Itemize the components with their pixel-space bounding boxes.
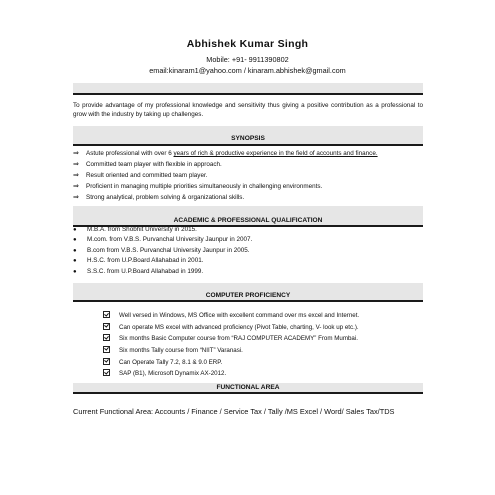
bullet-icon: ●	[73, 258, 77, 264]
synopsis-item-text: Strong analytical, problem solving & organizational skills.	[86, 194, 245, 201]
computer-item	[103, 324, 423, 332]
checkbox-icon	[103, 358, 110, 365]
computer-heading: COMPUTER PROFICIENCY	[73, 291, 423, 300]
synopsis-item	[73, 172, 423, 180]
qualification-item	[73, 226, 423, 234]
computer-item-text: Six months Basic Computer course from “RAJ COMPUTER ACADEMY” From Mumbai.	[119, 335, 358, 343]
synopsis-item-text: Result oriented and committed team player.	[86, 172, 208, 179]
synopsis-list	[73, 150, 423, 202]
computer-item	[103, 359, 423, 367]
arrow-icon: ⇒	[73, 161, 79, 168]
synopsis-item-underlined: years of rich & productive experience in the field of accounts and finance.	[173, 150, 378, 157]
qualification-item	[73, 257, 423, 265]
synopsis-item-text: Committed team player with flexible in approach.	[86, 161, 222, 168]
checkbox-icon	[103, 311, 110, 318]
computer-item	[103, 347, 423, 355]
computer-item-text: Well versed in Windows, MS Office with excellent command over ms excel and Internet.	[119, 312, 360, 320]
qualification-item-text: H.S.C. from U.P.Board Allahabad in 2001.	[87, 257, 204, 264]
functional-heading: FUNCTIONAL AREA	[73, 383, 423, 392]
computer-item	[103, 312, 423, 320]
synopsis-item	[73, 161, 423, 169]
qualification-item-text: B.com from V.B.S. Purvanchal University Jaunpur in 2005.	[87, 246, 250, 254]
email-addresses: email:kinaram1@yahoo.com / kinaram.abhishek@gmail.com	[149, 66, 346, 75]
arrow-icon: ⇒	[73, 172, 79, 179]
computer-rule	[73, 300, 423, 302]
synopsis-heading: SYNOPSIS	[73, 134, 423, 144]
qualification-list	[73, 226, 423, 276]
synopsis-item	[73, 183, 423, 191]
computer-item-text: Can operate MS excel with advanced proficiency (Pivot Table, charting, V- look up etc.).	[119, 323, 359, 331]
bullet-icon: ●	[73, 227, 77, 233]
synopsis-item	[73, 150, 423, 158]
computer-item	[103, 370, 423, 378]
checkbox-icon	[103, 323, 110, 330]
qualification-top-shade	[73, 206, 423, 216]
objective-rule	[73, 93, 423, 95]
qualification-heading: ACADEMIC & PROFESSIONAL QUALIFICATION	[73, 216, 423, 225]
qualification-item	[73, 247, 423, 255]
functional-rule	[73, 392, 423, 394]
checkbox-icon	[103, 346, 110, 353]
synopsis-item-text: Proficient in managing multiple priorities simultaneously in challenging environments.	[86, 183, 323, 190]
bullet-icon: ●	[73, 268, 77, 275]
computer-item-text: Can Operate Tally 7.2, 8.1 & 9.0 ERP.	[119, 358, 223, 366]
synopsis-item-text: Astute professional with over 6	[86, 150, 174, 157]
bullet-icon: ●	[73, 237, 77, 243]
synopsis-top-shade	[73, 126, 423, 134]
mobile-number: Mobile: +91- 9911390802	[206, 55, 289, 64]
computer-item-text: Six months Tally course from “NIIT” Varanasi.	[119, 347, 243, 355]
qualification-item-text: S.S.C. from U.P.Board Allahabad in 1999.	[87, 267, 204, 275]
computer-item-text: SAP (B1), Microsoft Dynamix AX-2012.	[119, 370, 227, 378]
qualification-item-text: M.B.A. from Shobhit University in 2015.	[87, 226, 197, 233]
computer-top-shade	[73, 283, 423, 291]
candidate-name: Abhishek Kumar Singh	[186, 38, 309, 50]
arrow-icon: ⇒	[73, 150, 79, 157]
computer-item	[103, 335, 423, 343]
checkbox-icon	[103, 369, 110, 376]
synopsis-item	[73, 194, 423, 202]
functional-area-text: Current Functional Area: Accounts / Finance / Service Tax / Tally /MS Excel / Word/ Sales Tax/TDS	[73, 407, 395, 416]
computer-list	[103, 312, 423, 378]
qualification-item	[73, 268, 423, 276]
career-objective: To provide advantage of my professional knowledge and sensitivity thus giving a positive contribution as a professional to grow with the industry by taking up challenges.	[73, 102, 423, 119]
checkbox-icon	[103, 334, 110, 341]
objective-top-shade	[73, 83, 423, 93]
qualification-item	[73, 236, 423, 244]
qualification-item-text: M.com. from V.B.S. Purvanchal University Jaunpur in 2007.	[87, 236, 253, 243]
arrow-icon: ⇒	[73, 194, 79, 201]
bullet-icon: ●	[73, 247, 77, 254]
synopsis-rule	[73, 144, 423, 146]
arrow-icon: ⇒	[73, 183, 79, 190]
